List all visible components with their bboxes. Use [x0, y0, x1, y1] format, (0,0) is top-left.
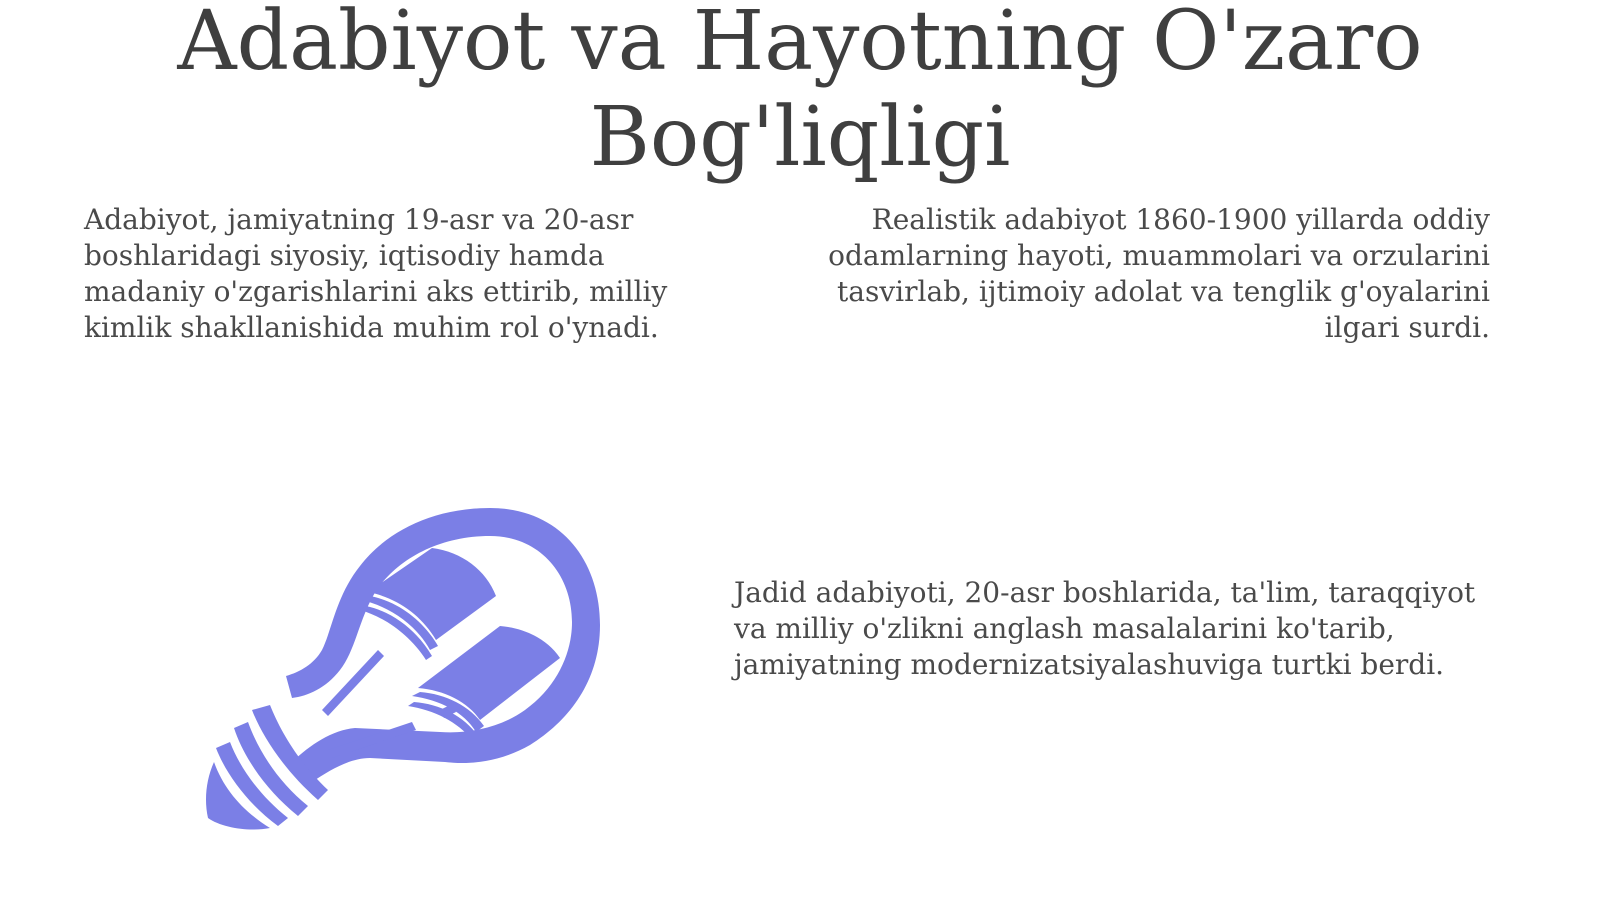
paragraph-right: Realistik adabiyot 1860-1900 yillarda oddiy odamlarning hayoti, muammolari va orzularini tasvirlab, ijtimoiy adolat va tenglik g'oyalarini ilgari surdi.	[828, 203, 1490, 344]
paragraph-bottom: Jadid adabiyoti, 20-asr boshlarida, ta'lim, taraqqiyot va milliy o'zlikni anglash masalalarini ko'tarib, jamiyatning modernizatsiyalashuviga turtki berdi.	[734, 576, 1476, 681]
lightbulb-with-book-icon	[200, 500, 620, 860]
paragraph-left: Adabiyot, jamiyatning 19-asr va 20-asr boshlaridagi siyosiy, iqtisodiy hamda madaniy o'zgarishlarini aks ettirib, milliy kimlik shakllanishida muhim rol o'ynadi.	[84, 203, 668, 344]
slide-title: Adabiyot va Hayotning O'zaro Bog'liqligi	[177, 0, 1423, 185]
